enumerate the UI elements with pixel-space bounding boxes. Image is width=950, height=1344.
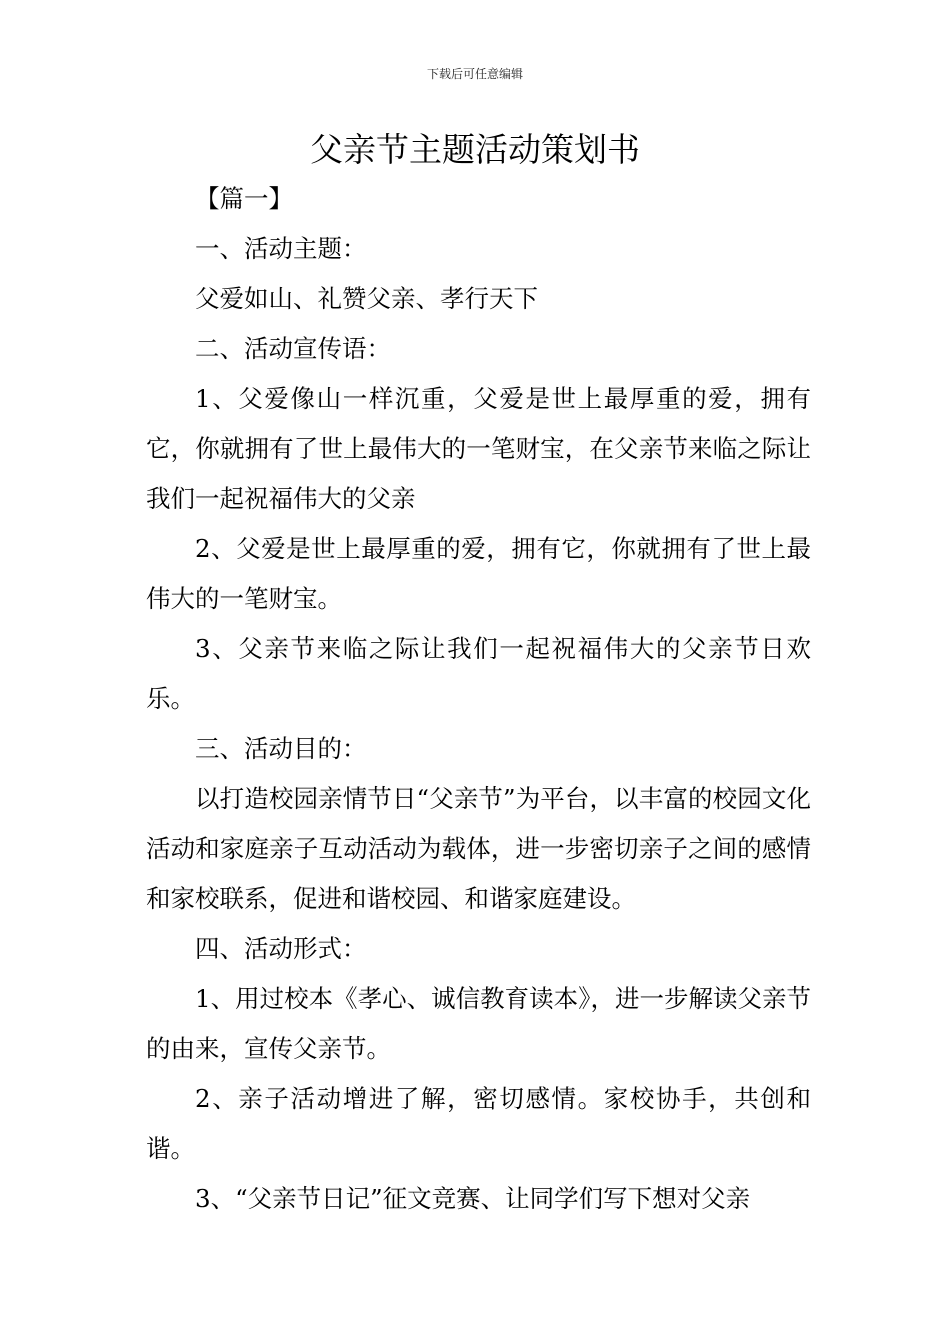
document-body [146, 174, 811, 1224]
purpose-text: 以打造校园亲情节日“父亲节”为平台，以丰富的校园文化活动和家庭亲子互动活动为载体，进一步密切亲子之间的感情和家校联系，促进和谐校园、和谐家庭建设。 [146, 784, 811, 913]
slogan-2: 2、父爱是世上最厚重的爱，拥有它，你就拥有了世上最伟大的一笔财宝。 [146, 534, 811, 613]
slogan-1: 1、父爱像山一样沉重，父爱是世上最厚重的爱，拥有它，你就拥有了世上最伟大的一笔财宝，在父亲节来临之际让我们一起祝福伟大的父亲 [146, 384, 811, 513]
heading-purpose: 三、活动目的： [195, 734, 367, 763]
slogan-3: 3、父亲节来临之际让我们一起祝福伟大的父亲节日欢乐。 [146, 634, 811, 713]
section-label: 【篇一】 [195, 184, 293, 213]
theme-text: 父爱如山、礼赞父亲、孝行天下 [195, 284, 538, 313]
document-title: 父亲节主题活动策划书 [310, 130, 640, 169]
heading-activity-theme: 一、活动主题： [195, 234, 367, 263]
format-item-2: 2、亲子活动增进了解，密切感情。家校协手，共创和谐。 [146, 1084, 811, 1163]
format-item-3: 3、“父亲节日记”征文竞赛、让同学们写下想对父亲 [195, 1184, 751, 1213]
header-note: 下载后可任意编辑 [426, 67, 523, 81]
heading-slogans: 二、活动宣传语： [195, 334, 391, 363]
format-item-1: 1、用过校本《孝心、诚信教育读本》，进一步解读父亲节的由来，宣传父亲节。 [146, 984, 811, 1063]
heading-format: 四、活动形式： [195, 934, 367, 963]
